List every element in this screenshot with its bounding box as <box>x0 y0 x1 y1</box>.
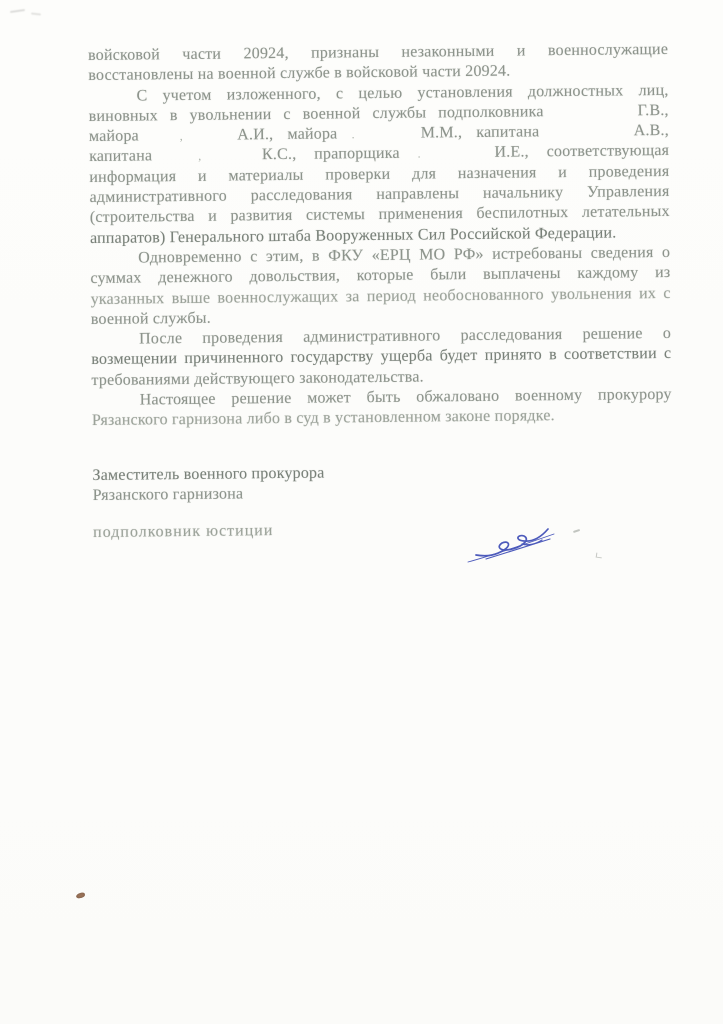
text-segment: И.Е., соответствующая <box>494 142 670 162</box>
document-body <box>88 40 672 432</box>
redaction-gap: , <box>198 149 202 164</box>
redaction-gap: , <box>179 129 183 144</box>
pencil-mark <box>31 12 41 15</box>
text-segment: А.И., майора <box>237 125 338 144</box>
signer-position-line: Рязанского гарнизона <box>92 485 244 504</box>
text-line: После проведения административного расследования решение о <box>138 325 672 348</box>
closing-block <box>92 460 673 544</box>
document-text-block <box>88 40 673 544</box>
redaction-gap <box>553 124 619 137</box>
text-line: указанных выше военнослужащих за период необоснованного увольнения их с <box>90 284 671 308</box>
scan-speck <box>596 553 603 559</box>
text-segment: Г.В., <box>637 101 669 120</box>
text-segment: майора <box>88 127 140 146</box>
text-line: Рязанского гарнизона либо в суд в установленном законе порядке. <box>91 407 555 430</box>
text-line: военной службы. <box>90 309 211 328</box>
redaction-gap: . <box>351 127 355 142</box>
handwritten-signature-ink <box>462 514 562 569</box>
text-line: административного расследования направлены начальнику Управления <box>89 182 670 207</box>
signer-position-line: Заместитель военного прокурора <box>92 464 325 484</box>
text-segment: капитана <box>89 147 153 166</box>
text-line: требованиями действующего законодательства. <box>91 368 424 389</box>
text-line: возмещении причиненного государству ущерба будет принято в соответствии с <box>91 345 672 369</box>
text-line: информация и материалы проверки для назначения и проведения <box>89 162 670 186</box>
text-segment: А.В., <box>633 122 670 140</box>
text-line: Настоящее решение может быть обжаловано военному прокурору <box>139 385 672 409</box>
redaction-gap: . <box>417 147 421 162</box>
text-line: суммах денежного довольствия, которые были выплачены каждому из <box>90 264 671 288</box>
redaction-gap <box>556 103 626 116</box>
text-line: С учетом изложенного, с целью установления должностных лиц, <box>136 81 669 105</box>
signer-rank-line: подполковник юстиции <box>93 522 274 542</box>
text-segment: виновных в увольнении с военной службы подполковника <box>88 103 544 125</box>
text-line: (строительства и развития системы применения беспилотных летательных <box>89 203 670 227</box>
text-line: восстановлены на военной службе в войсковой части 20924. <box>88 62 511 85</box>
text-line: Одновременно с этим, в ФКУ «ЕРЦ МО РФ» истребованы сведения о <box>138 243 671 267</box>
text-line: войсковой части 20924, признаны незаконными и военнослужащие <box>88 40 669 64</box>
scan-speck <box>76 892 86 899</box>
text-segment: М.М., капитана <box>420 123 540 142</box>
pencil-mark <box>10 9 25 13</box>
text-line: аппаратов) Генерального штаба Вооруженных Сил Российской Федерации. <box>89 224 617 247</box>
text-segment: К.С., прапорщика <box>261 145 400 164</box>
